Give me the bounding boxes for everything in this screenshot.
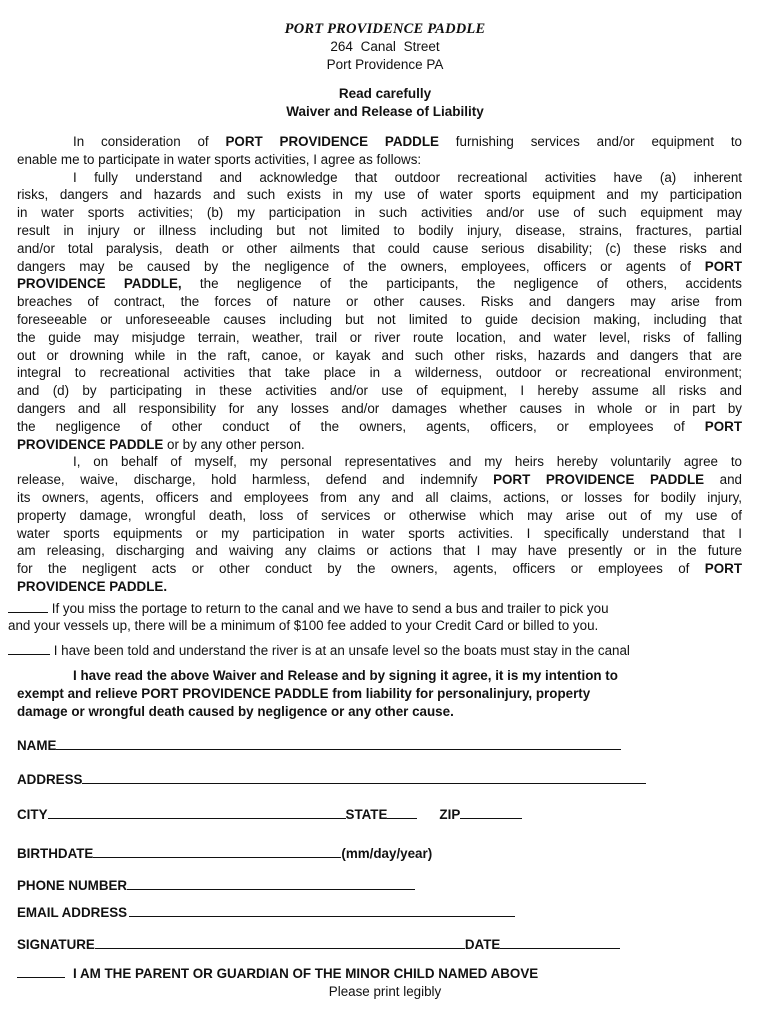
guardian-statement: I AM THE PARENT OR GUARDIAN OF THE MINOR CHILD NAMED ABOVE — [73, 966, 539, 981]
body-line — [17, 204, 742, 222]
phone-field[interactable] — [127, 878, 415, 890]
birthdate-label: BIRTHDATE — [17, 846, 94, 861]
body-line-text: dangers may be caused by the negligence of the owners, employees, officers or agents of — [17, 258, 705, 274]
city-label: CITY — [17, 807, 48, 822]
body-line-text: for the negligent acts or other conduct by the owners, agents, officers or employees of — [17, 561, 705, 577]
body-line-text: and/or total paralysis, death or other ailments that could cause serious disability; (c) these risks and — [17, 240, 742, 256]
name-field[interactable] — [56, 738, 621, 750]
body-line-text: enable me to participate in water sports activities, I agree as follows: — [17, 151, 422, 167]
body-line — [17, 418, 742, 436]
body-line — [17, 240, 742, 258]
portage-note-line2: and your vessels up, there will be a minimum of $100 fee added to your Credit Card or billed to you. — [8, 618, 599, 633]
river-note — [8, 642, 753, 660]
body-line — [17, 222, 742, 240]
address-field[interactable] — [82, 772, 646, 784]
email-label: EMAIL ADDRESS — [17, 905, 128, 920]
body-line-text: am releasing, discharging and waiving any claims or actions that I may have presently or in the future — [17, 543, 742, 559]
birthdate-format: (mm/day/year) — [341, 846, 433, 861]
company-name-inline: PORT — [704, 418, 742, 434]
body-line-text: the negligence of the participants, the negligence of others, accidents — [181, 276, 743, 292]
body-line — [17, 542, 742, 560]
zip-field[interactable] — [460, 807, 522, 819]
email-row — [17, 905, 515, 920]
document-title: Waiver and Release of Liability — [286, 104, 484, 119]
initial-blank-river[interactable] — [8, 643, 50, 655]
body-line-text: in water sports activities; (b) my participation in such activities and/or use of such equipment may — [17, 205, 742, 221]
body-line-text: foreseeable or unforeseeable causes including but not limited to guide decision making, including that — [17, 311, 742, 327]
body-line — [17, 489, 742, 507]
body-line — [17, 347, 742, 365]
company-name-inline: PROVIDENCE PADDLE — [17, 436, 164, 452]
portage-note — [8, 600, 753, 618]
body-line-text: or by any other person. — [163, 436, 305, 452]
signature-row — [17, 937, 620, 952]
body-line-text: risks, dangers and hazards and such exists in my use of water sports equipment and my participation — [17, 187, 742, 203]
body-line-text: In consideration of — [73, 134, 226, 149]
guardian-row — [17, 966, 538, 981]
guardian-initial-blank[interactable] — [17, 966, 65, 978]
city-row — [17, 807, 522, 822]
company-name-inline: PORT PROVIDENCE PADDLE — [493, 472, 705, 488]
body-line — [17, 258, 742, 276]
company-name-inline: PROVIDENCE PADDLE, — [17, 276, 182, 292]
signature-field[interactable] — [95, 937, 465, 949]
address-row — [17, 772, 646, 787]
body-line-text: its owners, agents, officers and employees from any and all claims, actions, or losses for bodily injury, — [17, 489, 742, 505]
email-field[interactable] — [129, 905, 515, 917]
body-line — [17, 400, 742, 418]
body-line-text: release, waive, discharge, hold harmless, defend and indemnify — [17, 472, 494, 488]
date-label: DATE — [464, 937, 501, 952]
ack-line3: damage or wrongful death caused by negligence or any other cause. — [17, 704, 454, 719]
company-name-inline: PORT — [704, 258, 742, 274]
birthdate-field[interactable] — [93, 846, 341, 858]
state-label: STATE — [345, 807, 388, 822]
name-label: NAME — [17, 738, 57, 753]
portage-note-cont — [8, 617, 753, 635]
city-field[interactable] — [48, 807, 346, 819]
body-line-text: I, on behalf of myself, my personal representatives and my heirs hereby voluntarily agree to — [73, 454, 742, 470]
body-line — [17, 507, 742, 525]
body-line — [17, 560, 742, 578]
body-line-text: result in injury or illness including but not limited to bodily injury, disease, strains, fractures, partial — [17, 222, 742, 238]
body-line-text: furnishing services and/or equipment to — [438, 134, 742, 149]
body-line — [17, 525, 742, 543]
ack-line2: exempt and relieve PORT PROVIDENCE PADDLE from liability for personalinjury, property — [17, 686, 591, 701]
body-line-text: property damage, wrongful death, loss of services or otherwise which may arise out of my use of — [17, 507, 742, 523]
body-line-text: and — [704, 472, 742, 488]
waiver-body-text — [17, 133, 742, 596]
body-line-text: breaches of contract, the forces of nature or other causes. Risks and dangers may arise from — [17, 294, 742, 310]
name-row — [17, 738, 621, 753]
body-line-text: integral to recreational activities that take place in a wilderness, outdoor or recreational environment; — [17, 365, 742, 381]
address-label: ADDRESS — [17, 772, 83, 787]
body-line — [17, 169, 742, 187]
portage-note-line1: If you miss the portage to return to the canal and we have to send a bus and trailer to pick you — [51, 601, 609, 616]
body-line — [17, 471, 742, 489]
date-field[interactable] — [500, 937, 620, 949]
signature-label: SIGNATURE — [17, 937, 95, 952]
read-carefully-heading: Read carefully — [338, 86, 432, 101]
phone-row — [17, 878, 415, 893]
body-line-text: dangers and all responsibility for any losses and/or damages whether causes in whole or in part by — [17, 400, 742, 416]
company-name-inline: PROVIDENCE PADDLE. — [17, 578, 168, 594]
body-line — [17, 186, 742, 204]
body-line — [17, 275, 742, 293]
ack-line1: I have read the above Waiver and Release and by signing it agree, it is my intention to — [73, 668, 618, 683]
body-line — [17, 453, 742, 471]
river-note-text: I have been told and understand the river is at an unsafe level so the boats must stay in the canal — [53, 643, 630, 658]
body-line — [17, 329, 742, 347]
body-line-text: and (d) by participating in these activities and/or use of equipment, I hereby assume all risks and — [17, 383, 742, 399]
body-line — [17, 364, 742, 382]
address-city: Port Providence PA — [326, 57, 444, 72]
body-line-text: water sports equipments or my participation in water sports activities. I specifically understand that I — [17, 525, 742, 541]
body-line — [17, 382, 742, 400]
company-name: PORT PROVIDENCE PADDLE — [284, 21, 486, 37]
print-legibly-note: Please print legibly — [328, 984, 442, 999]
body-line — [17, 578, 742, 596]
company-name-inline: PORT — [704, 561, 742, 577]
zip-label: ZIP — [439, 807, 461, 822]
company-name-inline: PORT PROVIDENCE PADDLE — [225, 134, 439, 149]
phone-label: PHONE NUMBER — [17, 878, 128, 893]
body-line-text: out or drowning while in the raft, canoe, or kayak and such other risks, hazards and dangers that are — [17, 347, 742, 363]
state-field[interactable] — [387, 807, 417, 819]
body-line-text: the guide may misjudge terrain, weather, trail or river route location, and water level, risks of falling — [17, 329, 742, 345]
body-line — [17, 133, 742, 151]
birthdate-row — [17, 846, 432, 861]
body-line-text: the negligence of other conduct of the owners, agents, officers, or employees of — [17, 418, 705, 434]
acknowledgement-block — [17, 667, 735, 721]
body-line-text: I fully understand and acknowledge that outdoor recreational activities have (a) inherent — [73, 169, 742, 185]
body-line — [17, 293, 742, 311]
body-line — [17, 151, 742, 169]
body-line — [17, 436, 742, 454]
body-line — [17, 311, 742, 329]
initial-blank-portage[interactable] — [8, 601, 48, 613]
address-street: 264 Canal Street — [330, 39, 440, 54]
